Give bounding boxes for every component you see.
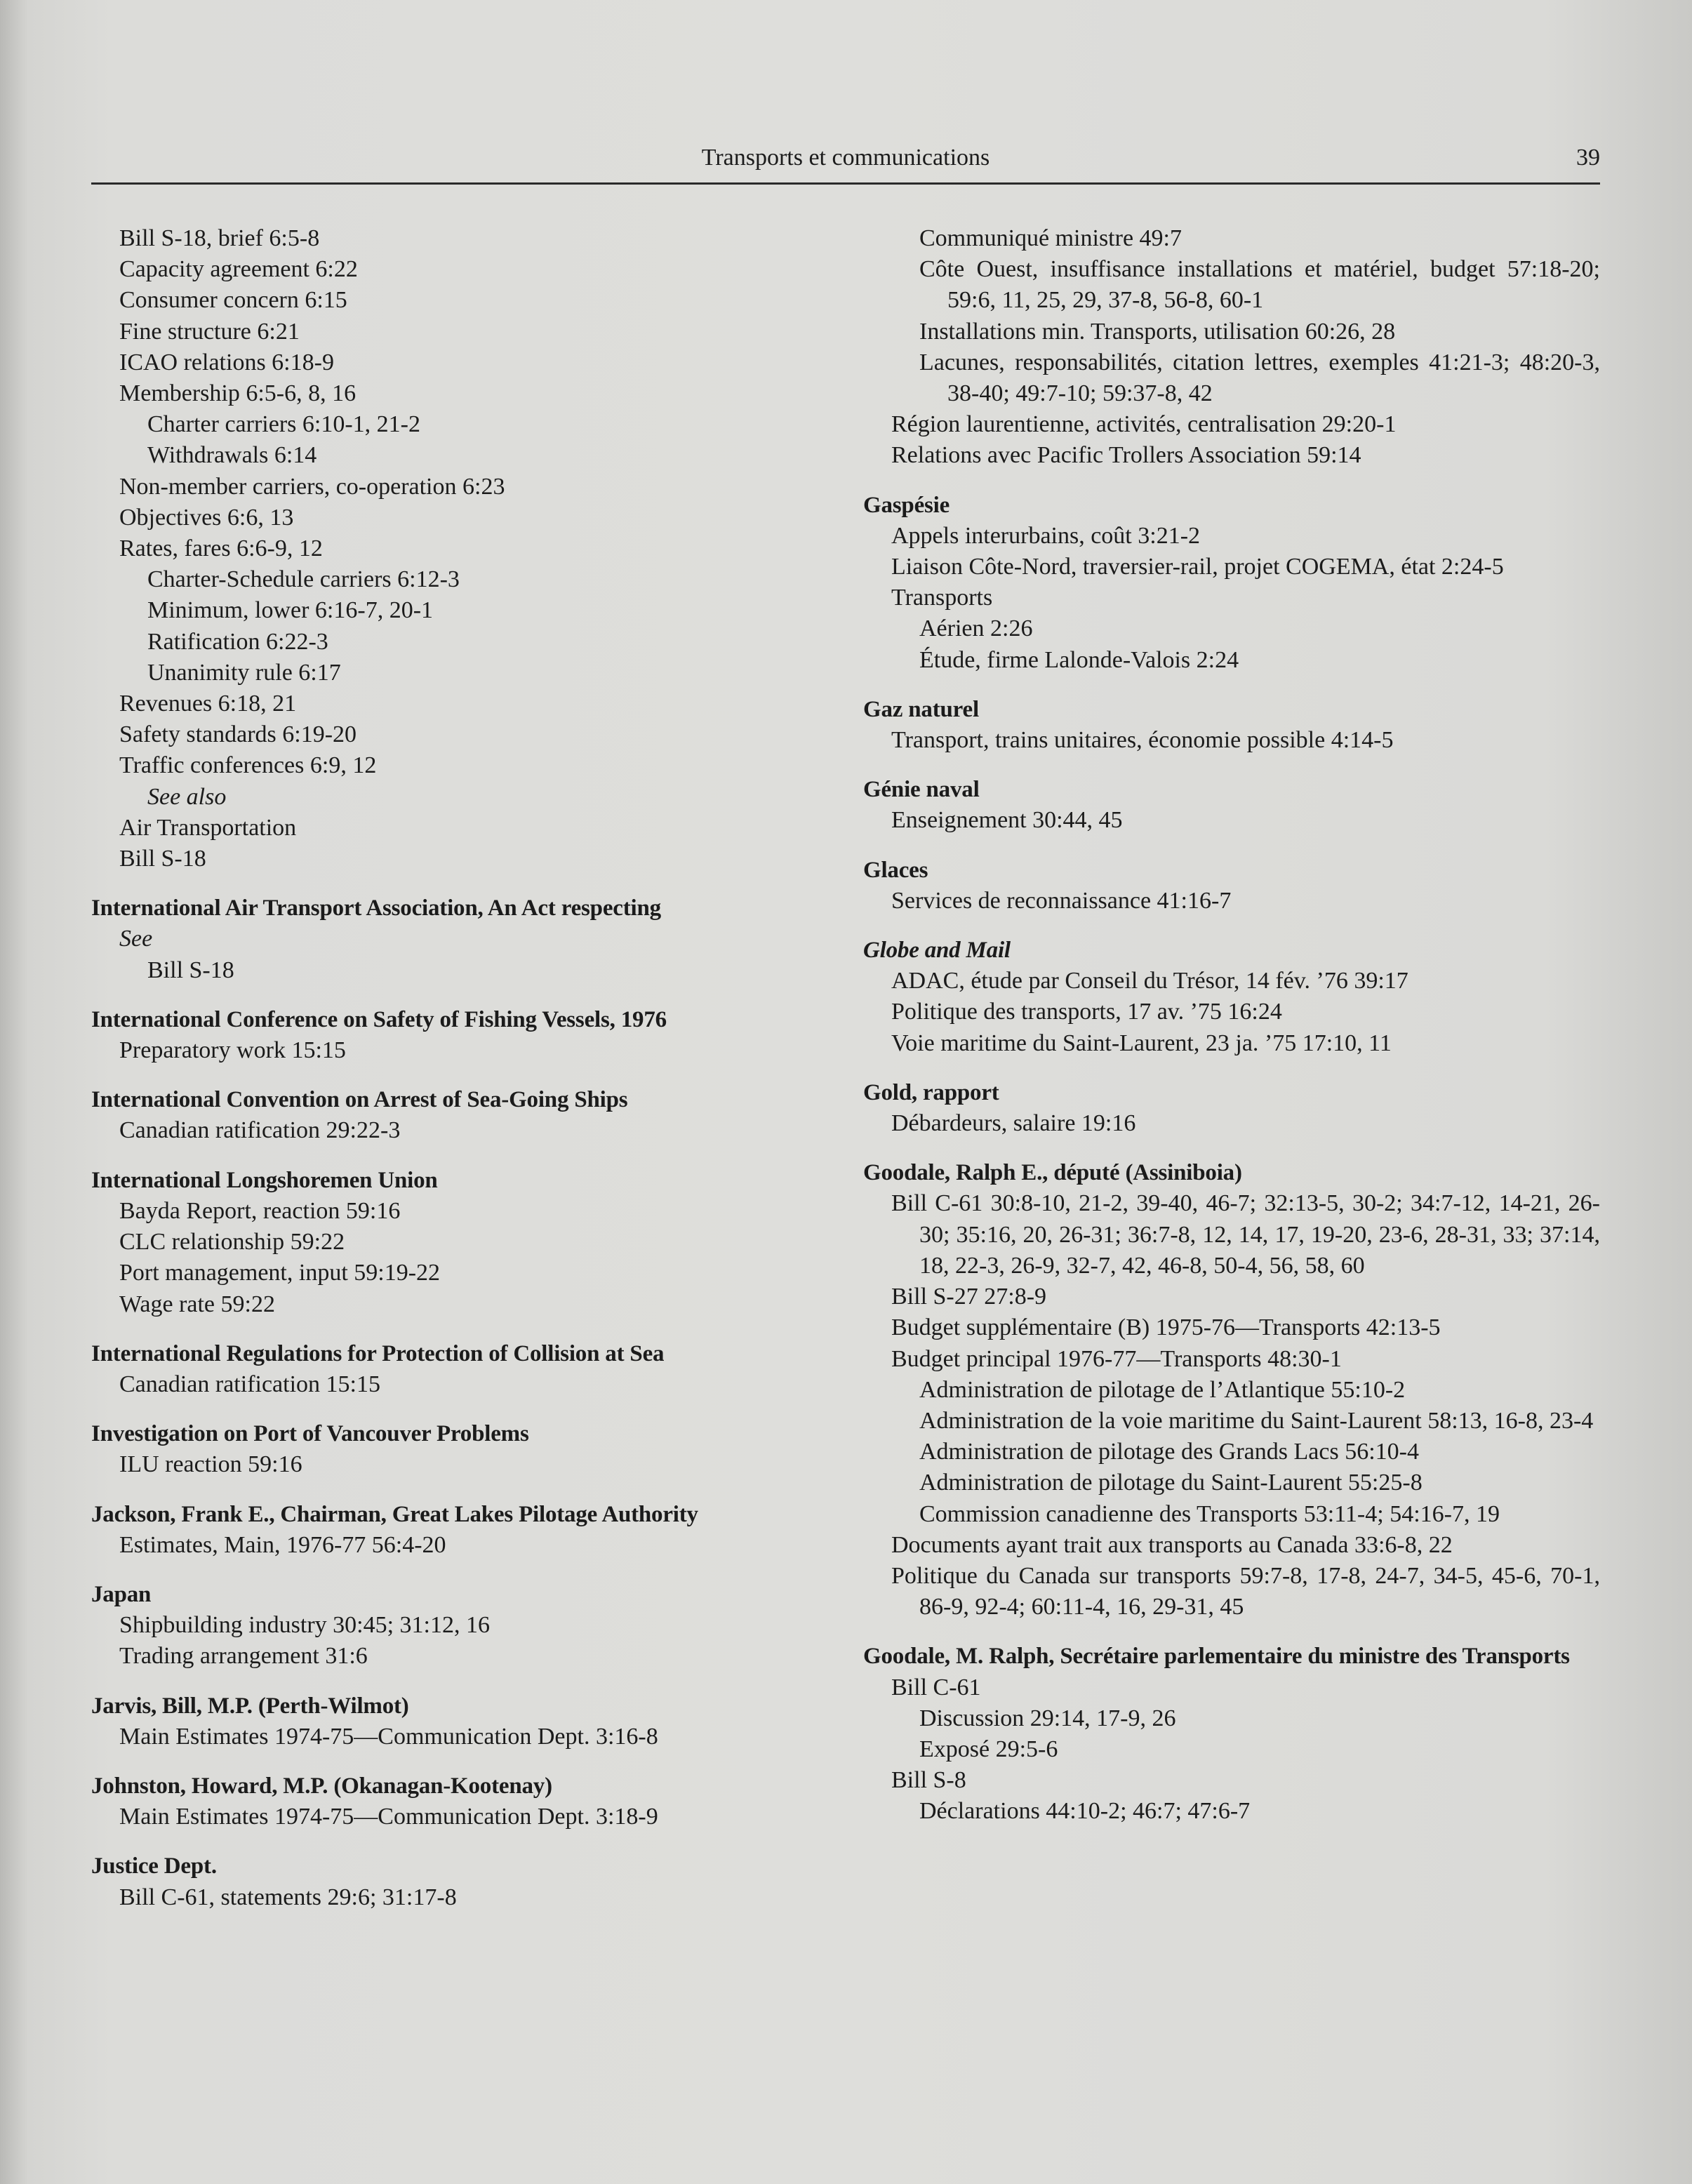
entry-heading: Justice Dept. bbox=[91, 1853, 217, 1879]
subentry: Non-member carriers, co-operation 6:23 bbox=[119, 473, 505, 500]
subentry: Appels interurbains, coût 3:21-2 bbox=[891, 522, 1201, 549]
subentry: Safety standards 6:19-20 bbox=[119, 721, 357, 748]
entry-heading: International Conference on Safety of Fishing Vessels, 1976 bbox=[91, 1006, 667, 1032]
subentry: Rates, fares 6:6-9, 12 bbox=[119, 535, 323, 562]
sub-subentry: Côte Ouest, insuffisance installations et matériel, budget 57:18-20; 59:6, 11, 25, 29, 37-8, 56-8, 60-1 bbox=[919, 256, 1600, 314]
index-entry bbox=[91, 1691, 821, 1752]
subentry: Shipbuilding industry 30:45; 31:12, 16 bbox=[119, 1612, 490, 1639]
sub-subentry: Déclarations 44:10-2; 46:7; 47:6-7 bbox=[919, 1798, 1251, 1825]
sub-subentry: Administration de pilotage des Grands Lacs 56:10-4 bbox=[919, 1439, 1419, 1465]
subentry: Bill S-27 27:8-9 bbox=[891, 1284, 1047, 1310]
subentry: Bill C-61 bbox=[891, 1674, 981, 1700]
subentry: Port management, input 59:19-22 bbox=[119, 1260, 441, 1286]
index-entry bbox=[91, 223, 821, 874]
subentry: Bill S-18 bbox=[119, 846, 206, 872]
page-number: 39 bbox=[1576, 145, 1600, 171]
subentry: Fine structure 6:21 bbox=[119, 318, 300, 345]
subentry: Canadian ratification 15:15 bbox=[119, 1371, 380, 1397]
sub-subentry: Étude, firme Lalonde-Valois 2:24 bbox=[919, 646, 1239, 673]
index-entry bbox=[863, 490, 1600, 676]
index-entry bbox=[863, 855, 1600, 917]
entry-heading: Japan bbox=[91, 1581, 152, 1607]
index-entry bbox=[91, 1338, 821, 1400]
entry-heading: International Longshoremen Union bbox=[91, 1167, 438, 1193]
entry-heading: Génie naval bbox=[863, 777, 980, 803]
entry-heading: Johnston, Howard, M.P. (Okanagan-Kootenay) bbox=[91, 1773, 552, 1799]
subentry: Politique des transports, 17 av. ’75 16:24 bbox=[891, 999, 1282, 1025]
sub-subentry: Aérien 2:26 bbox=[919, 615, 1033, 642]
sub-subentry: Administration de la voie maritime du Saint-Laurent 58:13, 16-8, 23-4 bbox=[919, 1407, 1594, 1434]
right-column bbox=[863, 223, 1600, 1846]
subentry: Trading arrangement 31:6 bbox=[119, 1643, 368, 1670]
index-entry bbox=[863, 223, 1600, 472]
subentry: Documents ayant trait aux transports au Canada 33:6-8, 22 bbox=[891, 1531, 1453, 1558]
index-entry bbox=[863, 774, 1600, 836]
index-entry bbox=[863, 694, 1600, 756]
index-entry bbox=[91, 1771, 821, 1832]
subentry: ICAO relations 6:18-9 bbox=[119, 349, 334, 375]
subentry: Estimates, Main, 1976-77 56:4-20 bbox=[119, 1531, 446, 1558]
subentry: Services de reconnaissance 41:16-7 bbox=[891, 887, 1232, 914]
subentry: Bill S-18, brief 6:5-8 bbox=[119, 225, 320, 251]
sub-subentry: Bill S-18 bbox=[147, 957, 234, 983]
subentry: Transports bbox=[891, 585, 993, 611]
index-entry bbox=[91, 1851, 821, 1912]
subentry: Relations avec Pacific Trollers Association 59:14 bbox=[891, 442, 1361, 469]
subentry: Bill C-61 30:8-10, 21-2, 39-40, 46-7; 32:13-5, 30-2; 34:7-12, 14-21, 26-30; 35:16, 20, 26-31; 36:7-8, 12, 14, 17, 19-20, 23-6, 28-31, 33; 37:14, 18, 22-3, 26-9, 32-7, 42, 46-8, 50-4, 56, 58, 60 bbox=[891, 1190, 1600, 1279]
subentry: Capacity agreement 6:22 bbox=[119, 256, 358, 283]
sub-subentry: Installations min. Transports, utilisation 60:26, 28 bbox=[919, 318, 1396, 345]
subentry: Bayda Report, reaction 59:16 bbox=[119, 1197, 401, 1224]
entry-heading: Globe and Mail bbox=[863, 938, 1011, 964]
index-entry bbox=[91, 893, 821, 986]
subentry: See bbox=[119, 926, 153, 952]
entry-heading: Goodale, M. Ralph, Secrétaire parlementaire du ministre des Transports bbox=[863, 1644, 1570, 1670]
subentry: Wage rate 59:22 bbox=[119, 1291, 275, 1317]
sub-subentry: Communiqué ministre 49:7 bbox=[919, 225, 1182, 251]
index-entry bbox=[91, 1579, 821, 1672]
subentry: Politique du Canada sur transports 59:7-8, 17-8, 24-7, 34-5, 45-6, 70-1, 86-9, 92-4; 60:11-4, 16, 29-31, 45 bbox=[891, 1562, 1600, 1620]
subentry: Voie maritime du Saint-Laurent, 23 ja. ’75 17:10, 11 bbox=[891, 1030, 1392, 1056]
subentry: Bill S-8 bbox=[891, 1767, 966, 1794]
subentry: Transport, trains unitaires, économie possible 4:14-5 bbox=[891, 727, 1394, 754]
entry-heading: Jackson, Frank E., Chairman, Great Lakes Pilotage Authority bbox=[91, 1501, 698, 1527]
subentry: ILU reaction 59:16 bbox=[119, 1451, 302, 1478]
subentry: Canadian ratification 29:22-3 bbox=[119, 1117, 401, 1144]
entry-heading: International Convention on Arrest of Sea-Going Ships bbox=[91, 1087, 628, 1113]
entry-heading: Glaces bbox=[863, 857, 928, 883]
sub-subentry: Commission canadienne des Transports 53:11-4; 54:16-7, 19 bbox=[919, 1500, 1500, 1527]
page-header bbox=[91, 140, 1600, 185]
sub-subentry: Withdrawals 6:14 bbox=[147, 442, 317, 469]
subentry: Budget principal 1976-77—Transports 48:30-1 bbox=[891, 1345, 1342, 1372]
left-column bbox=[91, 223, 821, 1931]
sub-subentry: Discussion 29:14, 17-9, 26 bbox=[919, 1705, 1176, 1731]
index-entry bbox=[863, 935, 1600, 1059]
sub-subentry: Lacunes, responsabilités, citation lettres, exemples 41:21-3; 48:20-3, 38-40; 49:7-10; 59:37-8, 42 bbox=[919, 349, 1600, 407]
entry-heading: Investigation on Port of Vancouver Problems bbox=[91, 1421, 529, 1447]
subentry: Main Estimates 1974-75—Communication Dept. 3:18-9 bbox=[119, 1804, 658, 1830]
entry-heading: Goodale, Ralph E., député (Assiniboia) bbox=[863, 1160, 1242, 1186]
subentry: Enseignement 30:44, 45 bbox=[891, 807, 1123, 834]
sub-subentry: Charter carriers 6:10-1, 21-2 bbox=[147, 411, 420, 438]
subentry: Membership 6:5-6, 8, 16 bbox=[119, 380, 357, 407]
sub-subentry: Ratification 6:22-3 bbox=[147, 628, 328, 655]
entry-heading: International Air Transport Association, An Act respecting bbox=[91, 895, 661, 921]
subentry: Preparatory work 15:15 bbox=[119, 1037, 346, 1064]
entry-heading: Gold, rapport bbox=[863, 1079, 999, 1105]
subentry: Main Estimates 1974-75—Communication Dept. 3:16-8 bbox=[119, 1723, 658, 1750]
entry-heading: International Regulations for Protection of Collision at Sea bbox=[91, 1340, 665, 1366]
sub-subentry: Minimum, lower 6:16-7, 20-1 bbox=[147, 597, 434, 624]
entry-heading: Gaz naturel bbox=[863, 696, 979, 722]
index-entry bbox=[91, 1084, 821, 1146]
subentry: Liaison Côte-Nord, traversier-rail, projet COGEMA, état 2:24-5 bbox=[891, 554, 1504, 580]
index-entry bbox=[91, 1165, 821, 1320]
entry-heading: Gaspésie bbox=[863, 492, 950, 518]
subentry: Traffic conferences 6:9, 12 bbox=[119, 752, 377, 779]
index-entry bbox=[863, 1641, 1600, 1827]
subentry: Région laurentienne, activités, centralisation 29:20-1 bbox=[891, 411, 1397, 438]
sub-subentry: Administration de pilotage de l’Atlantique 55:10-2 bbox=[919, 1376, 1406, 1403]
subentry: Objectives 6:6, 13 bbox=[119, 504, 294, 531]
subentry: Débardeurs, salaire 19:16 bbox=[891, 1110, 1136, 1137]
subentry: CLC relationship 59:22 bbox=[119, 1229, 345, 1256]
sub-subentry: Unanimity rule 6:17 bbox=[147, 659, 341, 686]
subentry: Consumer concern 6:15 bbox=[119, 287, 347, 314]
sub-subentry: See also bbox=[147, 783, 227, 810]
index-entry bbox=[91, 1499, 821, 1561]
subentry: Revenues 6:18, 21 bbox=[119, 691, 297, 717]
subentry: ADAC, étude par Conseil du Trésor, 14 fév. ’76 39:17 bbox=[891, 968, 1408, 994]
subentry: Air Transportation bbox=[119, 814, 297, 841]
subentry: Bill C-61, statements 29:6; 31:17-8 bbox=[119, 1884, 457, 1910]
entry-heading: Jarvis, Bill, M.P. (Perth-Wilmot) bbox=[91, 1693, 409, 1719]
index-entry bbox=[91, 1418, 821, 1480]
subentry: Budget supplémentaire (B) 1975-76—Transports 42:13-5 bbox=[891, 1314, 1441, 1341]
index-entry bbox=[863, 1157, 1600, 1623]
index-entry bbox=[863, 1077, 1600, 1139]
running-title: Transports et communications bbox=[701, 145, 990, 171]
index-entry bbox=[91, 1004, 821, 1066]
sub-subentry: Administration de pilotage du Saint-Laurent 55:25-8 bbox=[919, 1470, 1423, 1496]
sub-subentry: Exposé 29:5-6 bbox=[919, 1736, 1058, 1762]
sub-subentry: Charter-Schedule carriers 6:12-3 bbox=[147, 566, 460, 593]
